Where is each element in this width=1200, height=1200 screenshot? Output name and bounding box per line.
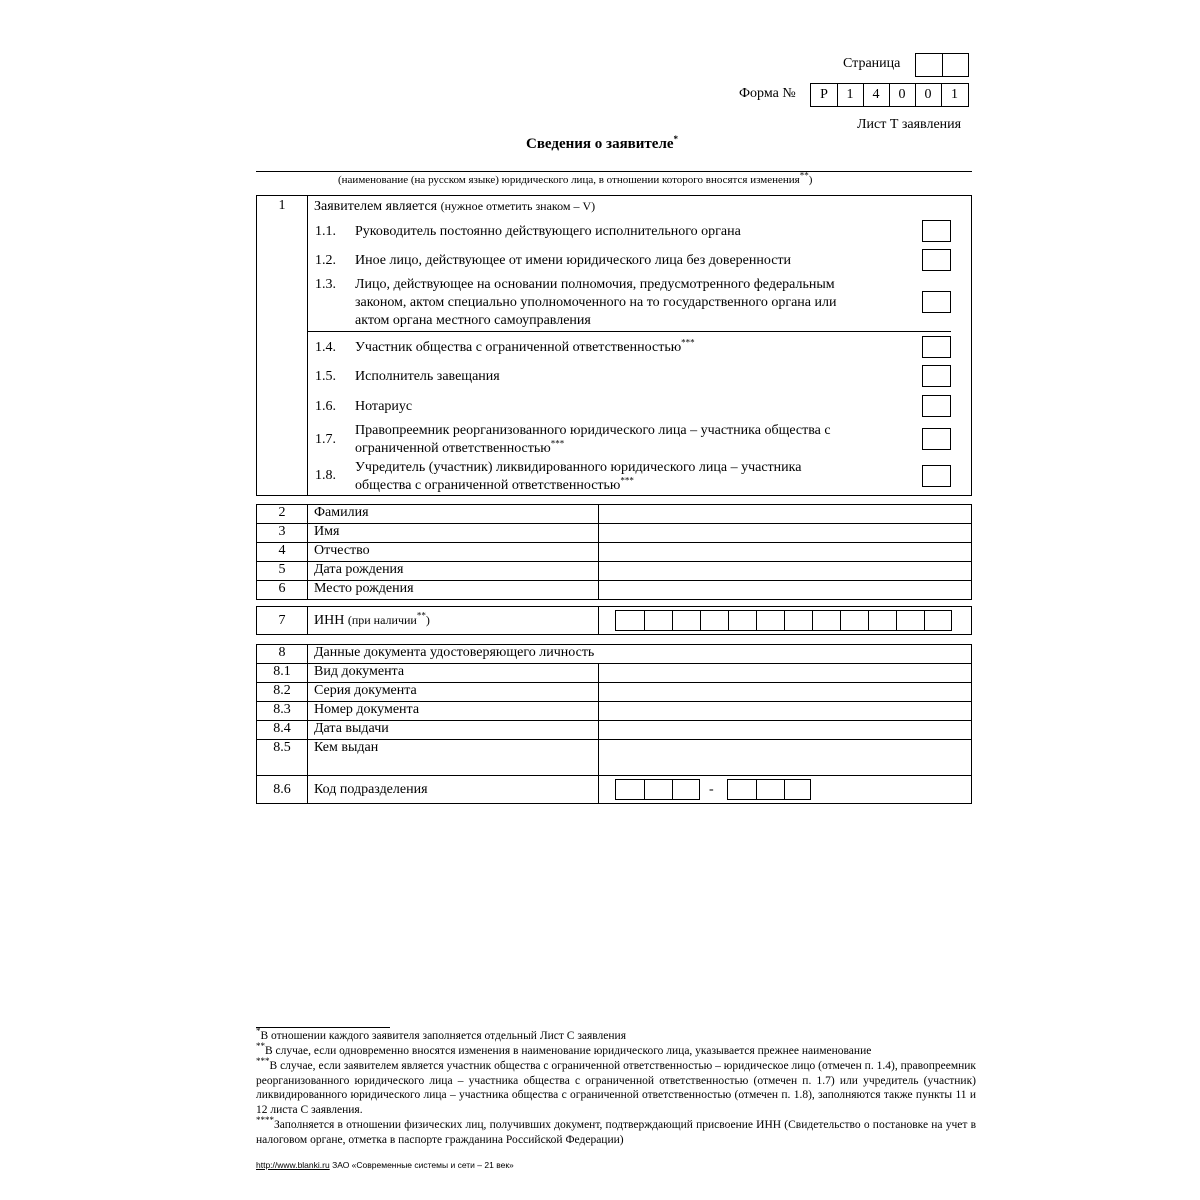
field-label-name: Имя: [314, 524, 340, 539]
department-code-part2[interactable]: [727, 779, 811, 800]
field-label-issue-date: Дата выдачи: [314, 721, 389, 736]
row-number: 3: [278, 524, 286, 539]
identity-document-title: Данные документа удостоверяющего личность: [314, 645, 595, 660]
item-text: Исполнитель завещания: [355, 369, 500, 384]
checkbox-1-2[interactable]: [922, 249, 951, 271]
item-text-line: Учредитель (участник) ликвидированного юридического лица – участника: [355, 460, 802, 475]
field-label-birth-date: Дата рождения: [314, 562, 404, 577]
form-label: Форма №: [739, 86, 796, 101]
checkbox-1-3[interactable]: [922, 291, 951, 313]
item-number: 1.7.: [315, 432, 336, 447]
doc-number-field[interactable]: [599, 702, 971, 720]
form-code-digit: 1: [846, 87, 854, 102]
item-text-line: Лицо, действующее на основании полномочия, предусмотренного федеральным: [355, 277, 835, 292]
item-text: Нотариус: [355, 399, 413, 414]
doc-series-field[interactable]: [599, 683, 971, 701]
item-text-line: актом органа местного самоуправления: [355, 313, 591, 328]
inn-digit-boxes[interactable]: [615, 610, 952, 631]
sheet-label: Лист Т заявления: [857, 117, 962, 132]
row-number: 8: [278, 645, 286, 660]
item-text: Участник общества с ограниченной ответственностью***: [355, 337, 695, 355]
item-number: 1.2.: [315, 253, 336, 268]
row-number: 8.4: [273, 721, 291, 736]
row-number: 2: [278, 505, 286, 520]
company-name-line[interactable]: [256, 171, 972, 172]
department-code-part1[interactable]: [615, 779, 700, 800]
item-number: 1.4.: [315, 340, 336, 355]
birth-place-field[interactable]: [599, 581, 971, 599]
footnote-1: *В отношении каждого заявителя заполняется отдельный Лист С заявления: [256, 1026, 626, 1042]
footnote-4: ****Заполняется в отношении физических лиц, получивших документ, подтверждающий присвоение ИНН (Свидетельство о постановке на учет в налоговом органе, отметка в паспорте гражданина Российской Федерации): [256, 1115, 976, 1146]
form-code-boxes: [810, 83, 969, 107]
field-label-doc-type: Вид документа: [314, 664, 405, 679]
checkbox-1-8[interactable]: [922, 465, 951, 487]
row-number: 6: [278, 581, 286, 596]
footnote-2: **В случае, если одновременно вносятся изменения в наименование юридического лица, указывается прежнее наименование: [256, 1041, 872, 1057]
item-text-line: Правопреемник реорганизованного юридического лица – участника общества с: [355, 423, 831, 438]
row-number: 8.5: [273, 740, 291, 755]
checkbox-1-1[interactable]: [922, 220, 951, 242]
row-number: 4: [278, 543, 286, 558]
item-number: 1.3.: [315, 277, 336, 292]
form-code-digit: 0: [924, 87, 932, 102]
page-number-boxes[interactable]: [915, 53, 969, 77]
field-label-doc-series: Серия документа: [314, 683, 417, 698]
doc-type-field[interactable]: [599, 664, 971, 682]
source-company: ЗАО «Современные системы и сети – 21 век»: [332, 1160, 514, 1170]
item-text: Руководитель постоянно действующего исполнительного органа: [355, 224, 741, 239]
row-number: 8.6: [273, 782, 291, 797]
item-text-line: ограниченной ответственностью***: [355, 438, 565, 456]
row-number: 5: [278, 562, 286, 577]
checkbox-1-6[interactable]: [922, 395, 951, 417]
birth-date-field[interactable]: [599, 562, 971, 580]
field-label-issued-by: Кем выдан: [314, 740, 379, 755]
item-text-line: законом, актом специально уполномоченного на то государственного органа или: [355, 295, 837, 310]
field-label-doc-number: Номер документа: [314, 702, 420, 717]
source-link[interactable]: http://www.blanki.ru: [256, 1160, 330, 1170]
surname-field[interactable]: [599, 505, 971, 523]
field-label-inn: ИНН (при наличии**): [314, 610, 430, 628]
source-line: [256, 1160, 514, 1170]
form-code-digit: 0: [898, 87, 906, 102]
form-code-digit: Р: [820, 87, 828, 102]
row-number: 8.2: [273, 683, 291, 698]
patronymic-field[interactable]: [599, 543, 971, 561]
item-number: 1.8.: [315, 468, 336, 483]
footnote-3: ***В случае, если заявителем является участник общества с ограниченной ответственностью – юридическое лицо (отмечен п. 1.4), правопреемник реорганизованного юридического лица – участника общества с ограниченной ответственностью (отмечен п. 1.7) или учредитель (участник) ликвидированного юридического лица – участника общества с ограниченной ответственностью (отмечен п. 1.8), заполняются также пункты 11 и 12 листа С заявления.: [256, 1056, 976, 1116]
item-number: 1.1.: [315, 224, 336, 239]
footnote-separator: [256, 1027, 390, 1028]
field-label-department-code: Код подразделения: [314, 782, 428, 797]
checkbox-1-4[interactable]: [922, 336, 951, 358]
field-label-patronymic: Отчество: [314, 543, 370, 558]
checkbox-1-7[interactable]: [922, 428, 951, 450]
field-label-birth-place: Место рождения: [314, 581, 414, 596]
row-number: 7: [278, 613, 286, 628]
form-code-digit: 1: [951, 87, 958, 102]
item-text: Иное лицо, действующее от имени юридического лица без доверенности: [355, 253, 792, 268]
company-name-caption: (наименование (на русском языке) юридического лица, в отношении которого вносятся изменения**): [338, 170, 813, 186]
issue-date-field[interactable]: [599, 721, 971, 739]
row-number: 8.1: [273, 664, 291, 679]
applicant-type-title: Заявителем является (нужное отметить знаком – V): [314, 199, 596, 214]
item-number: 1.6.: [315, 399, 336, 414]
field-label-surname: Фамилия: [314, 505, 369, 520]
name-field[interactable]: [599, 524, 971, 542]
checkbox-1-5[interactable]: [922, 365, 951, 387]
code-dash: -: [709, 782, 714, 797]
item-text-line: общества с ограниченной ответственностью***: [355, 475, 634, 493]
form-code-digit: 4: [872, 87, 880, 102]
page-title: Сведения о заявителе*: [526, 134, 679, 152]
row-number: 8.3: [273, 702, 291, 717]
item-number: 1.5.: [315, 369, 336, 384]
page-label: Страница: [843, 56, 901, 71]
section-number: 1: [278, 198, 286, 213]
issued-by-field[interactable]: [599, 740, 971, 775]
